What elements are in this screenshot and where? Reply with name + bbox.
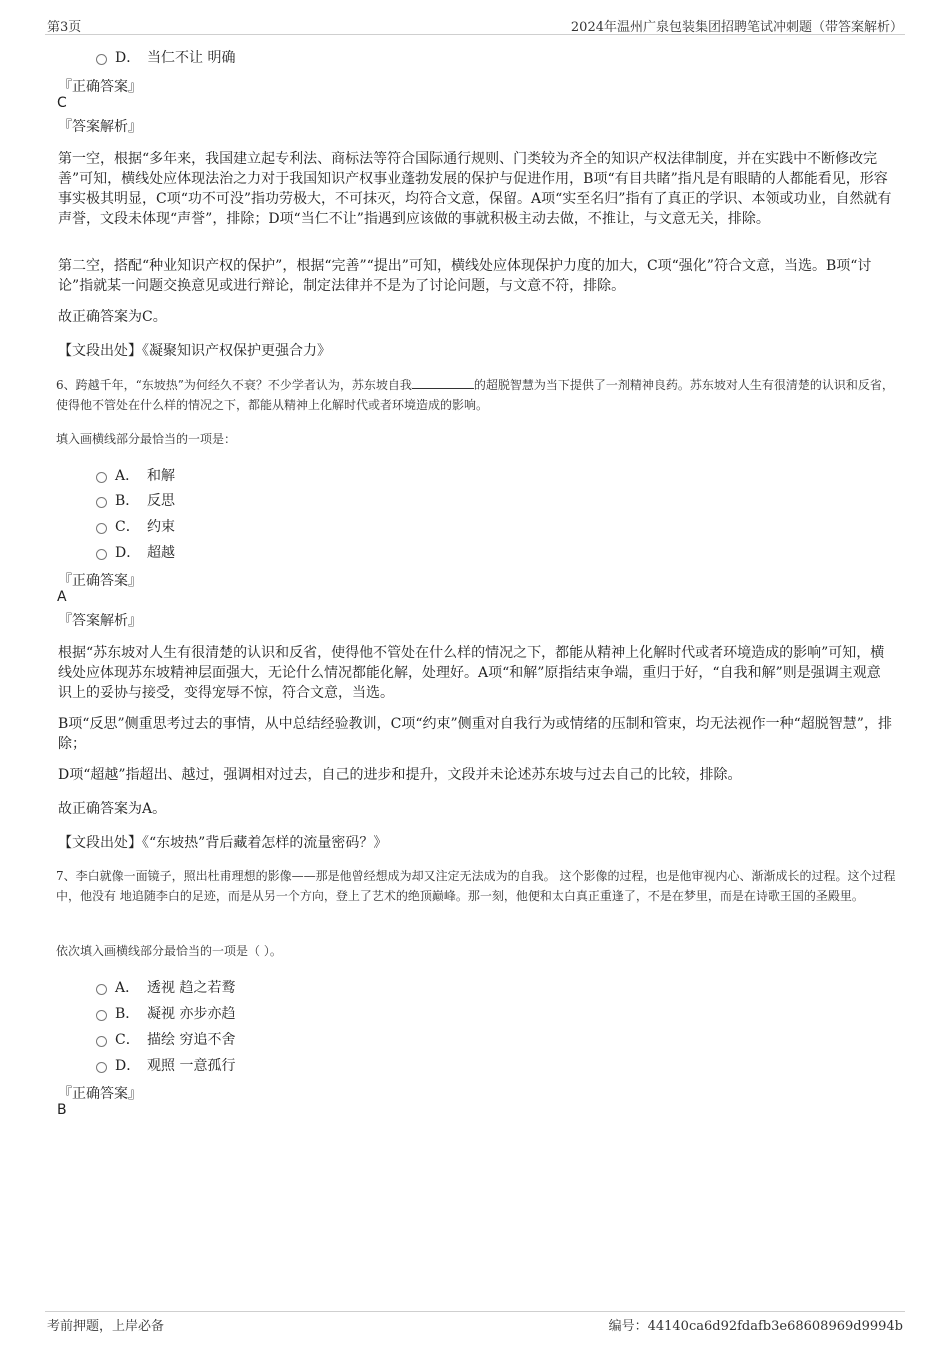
q6-option-c[interactable]: C． 约束: [96, 516, 175, 536]
q7-prompt: 依次填入画横线部分最恰当的一项是（ ）。: [56, 944, 282, 958]
q6-analysis-label: 『答案解析』: [58, 613, 142, 629]
q6-analysis-paragraph: B项“反思”侧重思考过去的事情，从中总结经验教训，C项“约束”侧重对自我行为或情绪的压制和管束，均无法视作一种“超脱智慧”，排除；: [58, 716, 892, 752]
page-number: 第3页: [47, 20, 82, 35]
radio-icon[interactable]: [96, 1036, 107, 1047]
page-footer: [45, 1311, 905, 1336]
q5-analysis-label: 『答案解析』: [58, 119, 142, 135]
q5-source: 【文段出处】《凝聚知识产权保护更强合力》: [58, 343, 331, 359]
q6-option-a[interactable]: A． 和解: [96, 465, 175, 485]
q6-analysis-paragraph: D项“超越”指超出、越过，强调相对过去，自己的进步和提升，文段并未论述苏东坡与过去自己的比较，排除。: [58, 767, 742, 783]
radio-icon[interactable]: [96, 984, 107, 995]
footer-slogan: 考前押题，上岸必备: [47, 1319, 165, 1334]
radio-icon[interactable]: [96, 523, 107, 534]
q7-question-text: 7、李白就像一面镜子，照出杜甫理想的影像——那是他曾经想成为却又注定无法成为的自我。 这个影像的过程，也是他审视内心、渐渐成长的过程。这个过程中，他没有 地追随李白的足迹，而是从另一个方向，登上了艺术的绝顶巅峰。那一刻，他便和太白真正重逢了，不是在梦里，而是在诗歌王国的圣殿里。: [56, 869, 896, 903]
document-title: 2024年温州广泉包装集团招聘笔试冲刺题（带答案解析）: [570, 20, 903, 35]
q7-option-a[interactable]: A． 透视 趋之若鹜: [96, 977, 235, 997]
q6-option-b[interactable]: B． 反思: [96, 490, 175, 510]
q5-analysis-paragraph: 第一空，根据“多年来，我国建立起专利法、商标法等符合国际通行规则、门类较为齐全的知识产权法律制度，并在实践中不断修改完善”可知，横线处应体现法治之力对于我国知识产权事业蓬勃发展的保护与促进作用，B项“有目共睹”指凡是有眼睛的人都能看见，形容事实极其明显，C项“功不可没”指功劳极大，不可抹灭，均符合文意，保留。A项“实至名归”指有了真正的学识、本领或功业，自然就有声誉，文段未体现“声誉”，排除；D项“当仁不让”指遇到应该做的事就积极主动去做，不推让，与文意无关，排除。: [58, 151, 892, 227]
page-header: [45, 14, 905, 35]
q6-analysis-paragraph: 根据“苏东坡对人生有很清楚的认识和反省，使得他不管处在什么样的情况之下，都能从精神上化解时代或者环境造成的影响”可知，横线处应体现苏东坡精神层面强大，无论什么情况都能化解，处理好。A项“和解”原指结束争端，重归于好，“自我和解”则是强调主观意识上的妥协与接受，变得宠辱不惊，符合文意，当选。: [58, 645, 885, 701]
radio-icon[interactable]: [96, 472, 107, 483]
radio-icon[interactable]: [96, 497, 107, 508]
q5-option-d[interactable]: D． 当仁不让 明确: [96, 47, 235, 67]
radio-icon[interactable]: [96, 549, 107, 560]
q7-answer-label: 『正确答案』: [58, 1086, 142, 1102]
q5-answer: C: [57, 95, 67, 111]
q7-answer: B: [57, 1102, 67, 1118]
q7-option-b[interactable]: B． 凝视 亦步亦趋: [96, 1003, 235, 1023]
radio-icon[interactable]: [96, 1010, 107, 1021]
q6-analysis-conclusion: 故正确答案为A。: [58, 801, 167, 817]
q6-option-d[interactable]: D． 超越: [96, 542, 175, 562]
q5-analysis-conclusion: 故正确答案为C。: [58, 309, 167, 325]
q7-option-c[interactable]: C． 描绘 穷追不舍: [96, 1029, 235, 1049]
q6-answer-label: 『正确答案』: [58, 573, 142, 589]
q7-option-d[interactable]: D． 观照 一意孤行: [96, 1055, 235, 1075]
radio-icon[interactable]: [96, 1062, 107, 1073]
q6-prompt: 填入画横线部分最恰当的一项是：: [56, 432, 237, 446]
q6-answer: A: [57, 589, 67, 605]
radio-icon[interactable]: [96, 54, 107, 65]
q5-analysis-paragraph: 第二空，搭配“种业知识产权的保护”，根据“完善”“提出”可知，横线处应体现保护力度的加大，C项“强化”符合文意，当选。B项“讨论”指就某一问题交换意见或进行辩论，制定法律并不是为了讨论问题，与文意不符，排除。: [58, 258, 872, 294]
q6-question-text: 6、跨越千年，“东坡热”为何经久不衰？不少学者认为，苏东坡自我 的超脱智慧为当下提供了一剂精神良药。苏东坡对人生有很清楚的认识和反省，使得他不管处在什么样的情况之下，都能从精神上化解时代或者环境造成的影响。: [56, 378, 894, 412]
q5-answer-label: 『正确答案』: [58, 79, 142, 95]
document-id: 编号：44140ca6d92fdafb3e68608969d9994b: [608, 1319, 903, 1334]
fill-blank: [412, 376, 474, 389]
q6-source: 【文段出处】《“东坡热”背后藏着怎样的流量密码？》: [58, 835, 388, 851]
